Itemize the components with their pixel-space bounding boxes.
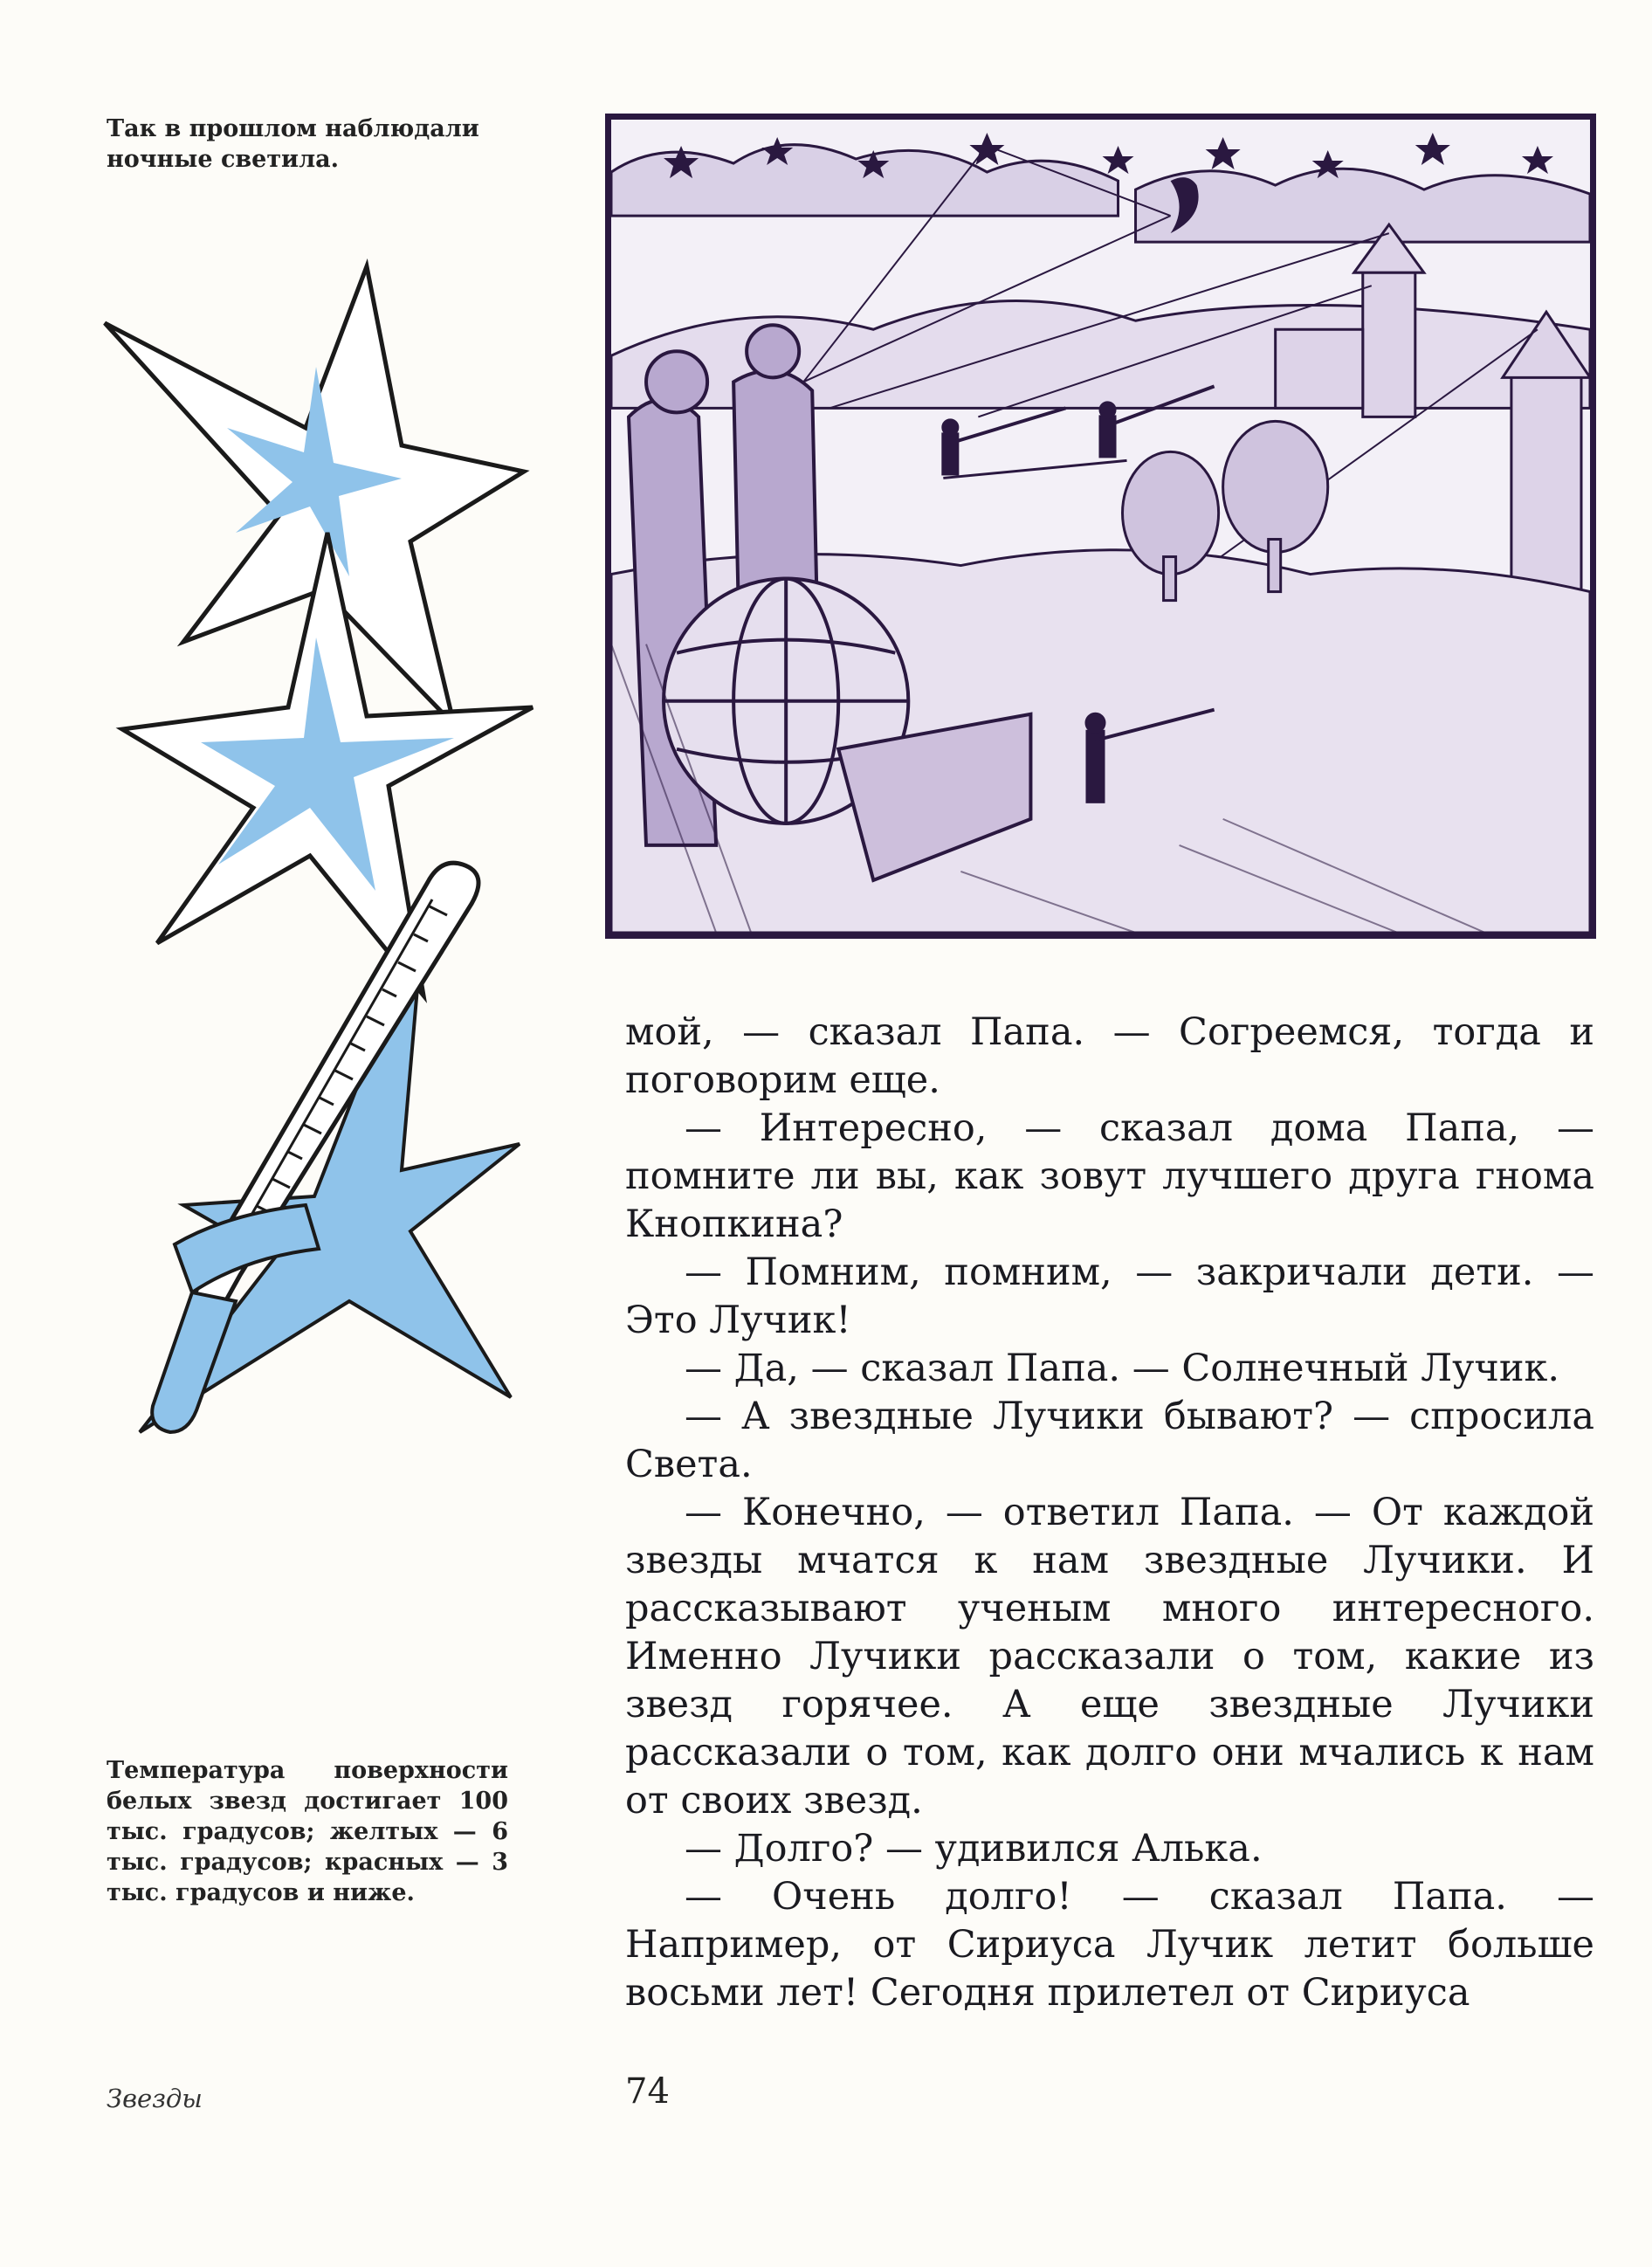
- paragraph: — Интересно, — сказал дома Папа, — помните ли вы, как зовут лучшего друга гнома Кнопкина?: [625, 1106, 1594, 1246]
- paragraph: мой, — сказал Папа. — Согреемся, тогда и поговорим еще.: [625, 1010, 1594, 1102]
- paragraph: — Помним, помним, — закричали дети. — Это Лучик!: [625, 1251, 1594, 1342]
- paragraph: — А звездные Лучики бывают? — спросила Света.: [625, 1395, 1594, 1486]
- paragraph: — Долго? — удивился Алька.: [685, 1827, 1263, 1871]
- star-icon: [122, 533, 533, 996]
- page-number: 74: [625, 2071, 670, 2112]
- body-text: [625, 1009, 1594, 2017]
- caption-engraving: Так в прошлом наблюдали ночные светила.: [107, 115, 479, 173]
- caption-star-temperature: Температура поверхности белых звезд достигает 100 тыс. градусов; желтых — 6 тыс. градусов; красных — 3 тыс. градусов и ниже.: [107, 1757, 508, 1906]
- engraving-illustration: [605, 114, 1596, 939]
- paragraph: — Конечно, — ответил Папа. — От каждой звезды мчатся к нам звездные Лучики. И рассказывают ученым много интересного. Именно Лучики рассказали о том, какие из звезд горячее. А еще звездные Лучики рассказали о том, как долго они мчались к нам от своих звезд.: [625, 1491, 1594, 1823]
- paragraph: — Да, — сказал Папа. — Солнечный Лучик.: [685, 1347, 1560, 1390]
- running-head: Звезды: [107, 2084, 203, 2113]
- paragraph: — Очень долго! — сказал Папа. — Например, от Сириуса Лучик летит больше восьми лет! Сегодня прилетел от Сириуса: [625, 1875, 1594, 2015]
- stars-thermometer-illustration: [87, 253, 559, 1458]
